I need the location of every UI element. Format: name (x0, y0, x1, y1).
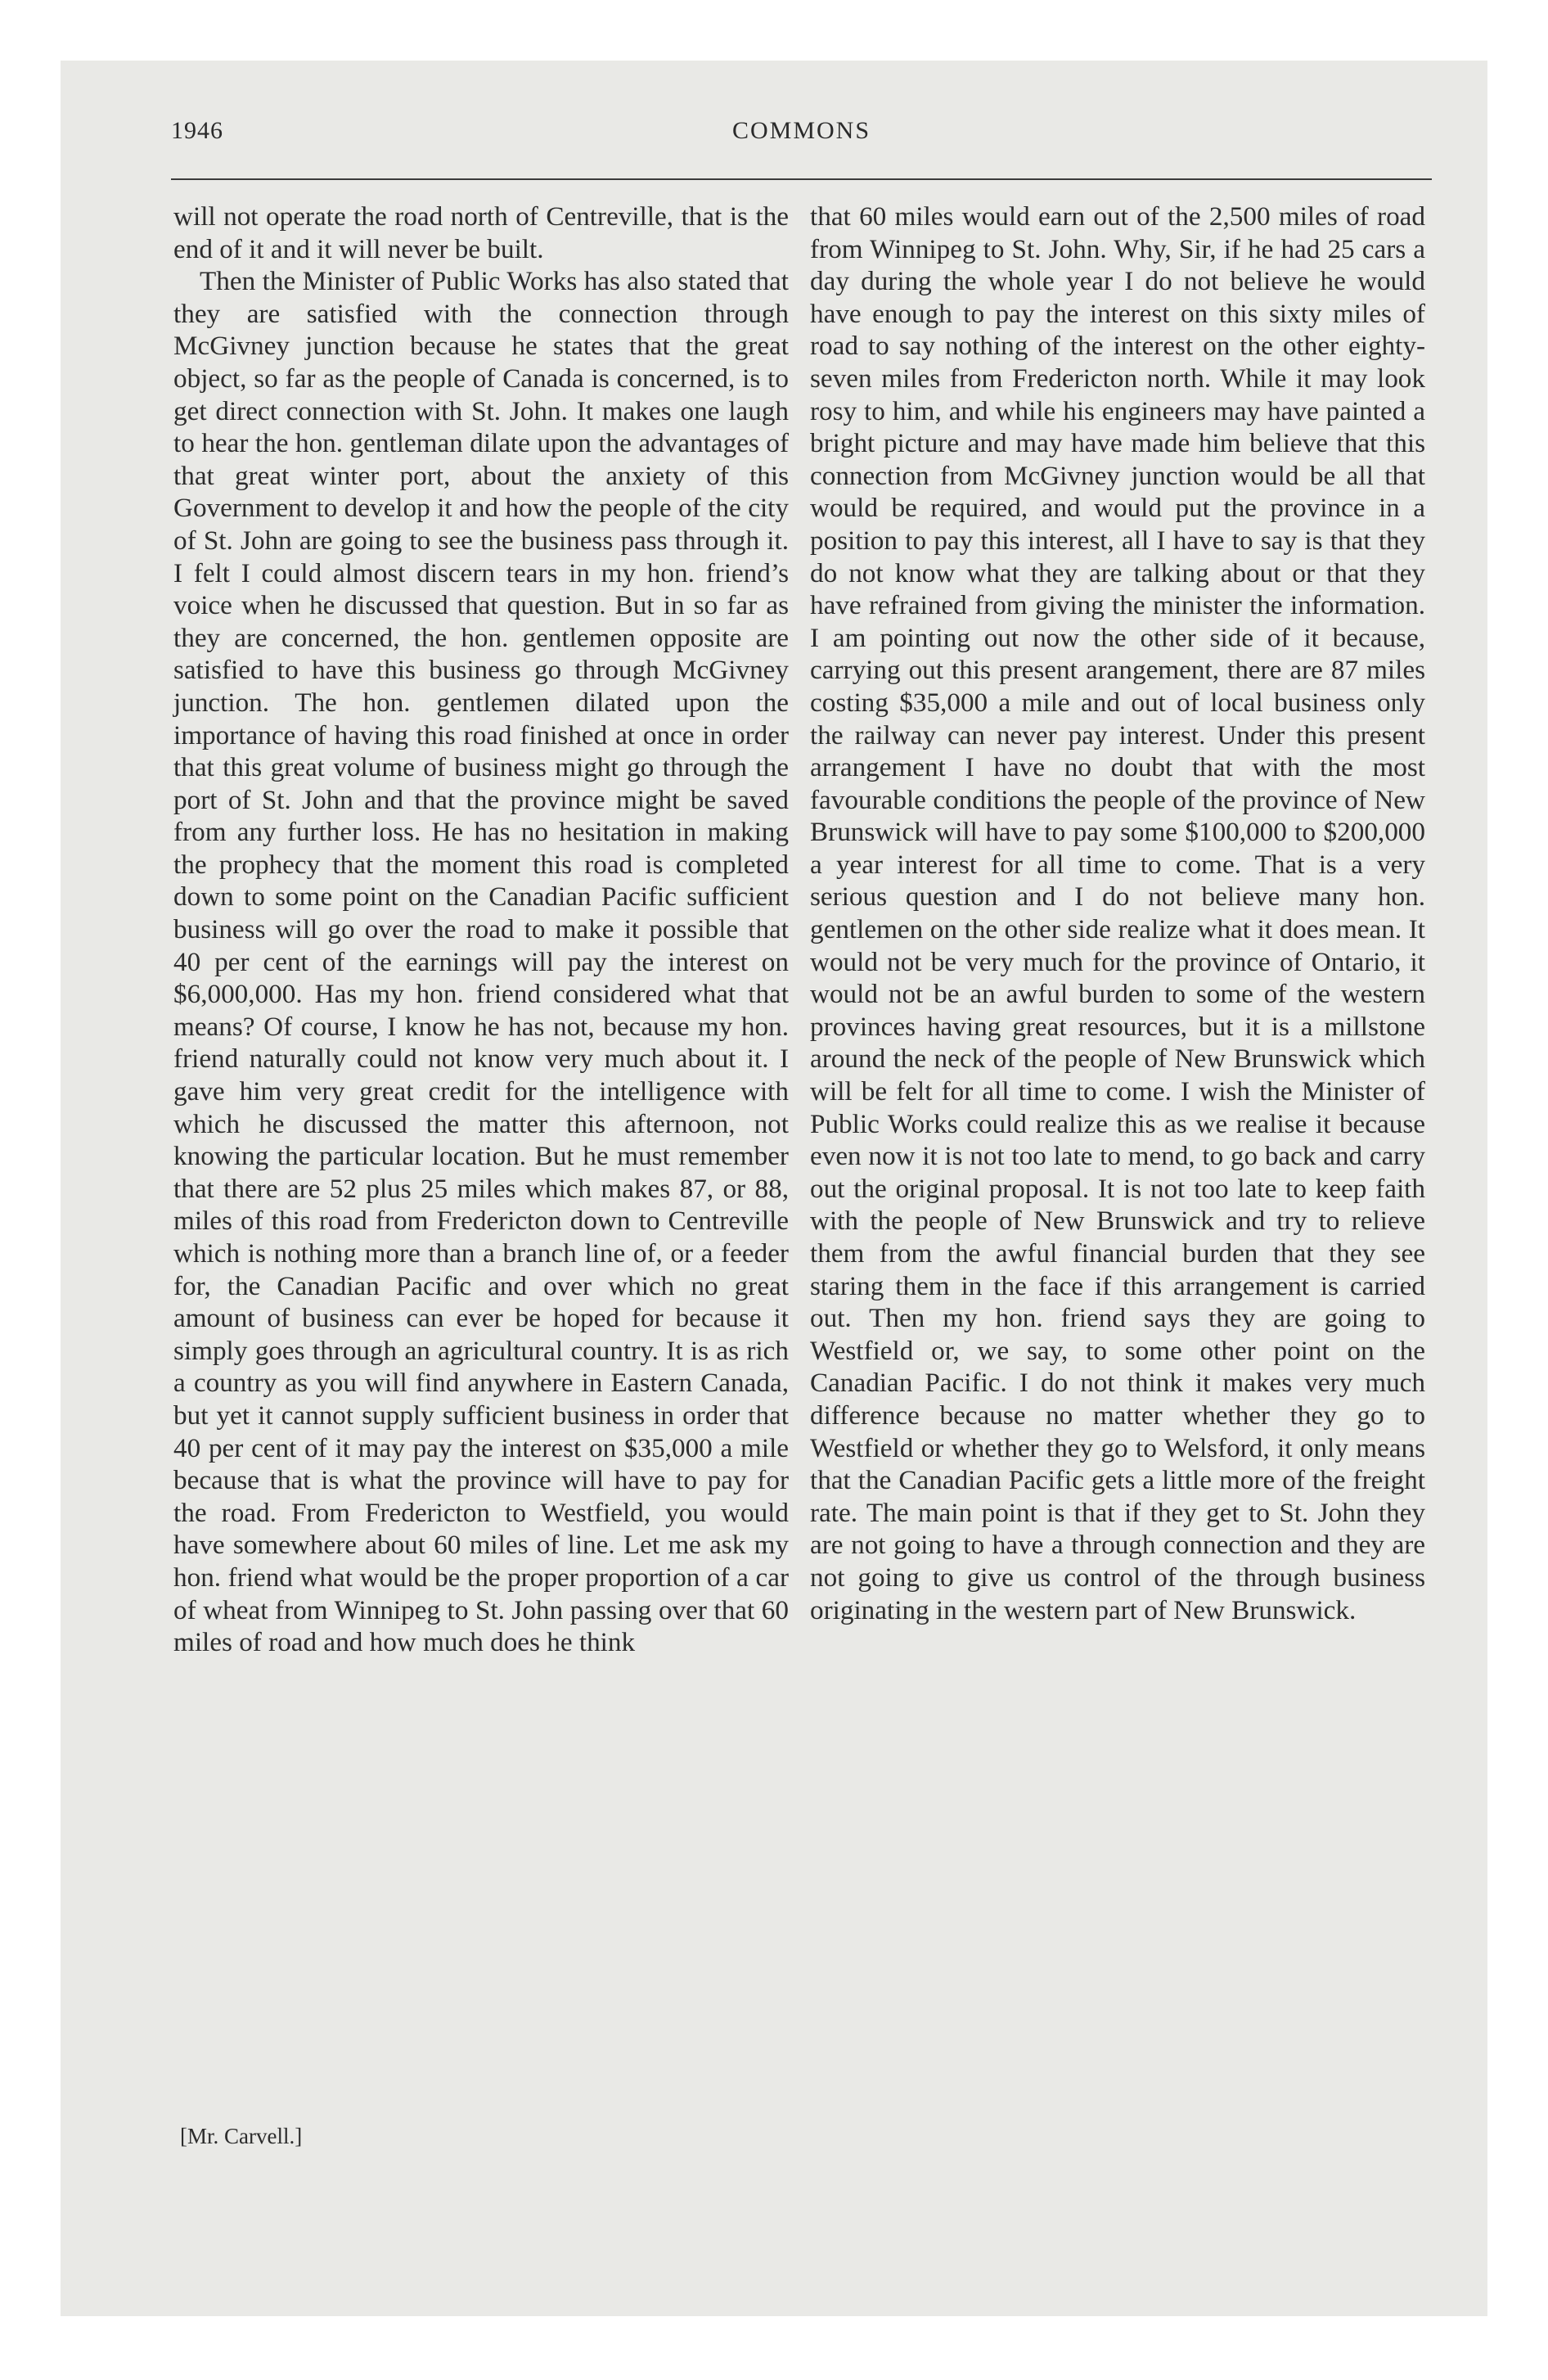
left-paragraph-2: Then the Minister of Public Works has also stated that they are satisfied with the connection through McGivney junction because he states that the great object, so far as the people of Canada is concerned, is to get direct connection with St. John. It makes one laugh to hear the hon. gentleman dilate upon the advantages of that great winter port, about the anxiety of this Government to develop it and how the people of the city of St. John are going to see the business pass through it. I felt I could almost discern tears in my hon. friend’s voice when he discussed that question. But in so far as they are concerned, the hon. gentlemen opposite are satisfied to have this business go through McGivney junction. The hon. gentlemen dilated upon the importance of having this road finished at once in order that this great volume of business might go through the port of St. John and that the province might be saved from any further loss. He has no hesitation in making the prophecy that the moment this road is completed down to some point on the Canadian Pacific sufficient business will go over the road to make it possible that 40 per cent of the earnings will pay the interest on $6,000,000. Has my hon. friend considered what that means? Of course, I know he has not, because my hon. friend naturally could not know very much about it. I gave him very great credit for the intelligence with which he discussed the matter this afternoon, not knowing the particular location. But he must remember that there are 52 plus 25 miles which makes 87, or 88, miles of this road from Fredericton down to Centreville which is nothing more than a branch line of, or a feeder for, the Canadian Pacific and over which no great amount of business can ever be hoped for because it simply goes through an agricultural country. It is as rich a country as you will find anywhere in Eastern Canada, but yet it cannot supply sufficient business in order that 40 per cent of it may pay the interest on $35,000 a mile because that is what the province will have to pay for the road. From Fredericton to Westfield, you would have somewhere about 60 miles of line. Let me ask my hon. friend what would be the proper proportion of a car of wheat from Winnipeg to St. John passing over that 60 miles of road and how much does he think (173, 266, 789, 1658)
right-column (810, 201, 1425, 1626)
header-rule (171, 178, 1432, 180)
right-paragraph-1: that 60 miles would earn out of the 2,500 miles of road from Winnipeg to St. John. Why, Sir, if he had 25 cars a day during the whole year I do not believe he would have enough to pay the interest on this sixty miles of road to say nothing of the interest on the other eighty-seven miles from Fredericton north. While it may look rosy to him, and while his engineers may have painted a bright picture and may have made him believe that this connection from McGivney junction would be all that would be required, and would put the province in a position to pay this interest, all I have to say is that they do not know what they are talking about or that they have refrained from giving the minister the information. I am pointing out now the other side of it because, carrying out this present arangement, there are 87 miles costing $35,000 a mile and out of local business only the railway can never pay interest. Under this present arrangement I have no doubt that with the most favourable conditions the people of the province of New Brunswick will have to pay some $100,000 to $200,000 a year interest for all time to come. That is a very serious question and I do not believe many hon. gentlemen on the other side realize what it does mean. It would not be very much for the province of Ontario, it would not be an awful burden to some of the western provinces having great resources, but it is a millstone around the neck of the people of New Brunswick which will be felt for all time to come. I wish the Minister of Public Works could realize this as we realise it because even now it is not too late to mend, to go back and carry out the original proposal. It is not too late to keep faith with the people of New Brunswick and try to relieve them from the awful financial burden that they see staring them in the face if this arrangement is carried out. Then my hon. friend says they are going to Westfield or, we say, to some other point on the Canadian Pacific. I do not think it makes very much difference because no matter whether they go to Westfield or whether they go to Welsford, it only means that the Canadian Pacific gets a little more of the freight rate. The main point is that if they get to St. John they are not going to have a through connection and they are not going to give us control of the through business originating in the western part of New Brunswick. (810, 201, 1425, 1625)
page-number: 1946 (171, 117, 223, 144)
page-header (171, 117, 1432, 158)
left-paragraph-1: will not operate the road north of Centreville, that is the end of it and it will never be built. (173, 201, 789, 264)
running-head: COMMONS (731, 117, 871, 144)
left-column (173, 201, 789, 1659)
speaker-attribution: [Mr. Carvell.] (180, 2124, 303, 2148)
